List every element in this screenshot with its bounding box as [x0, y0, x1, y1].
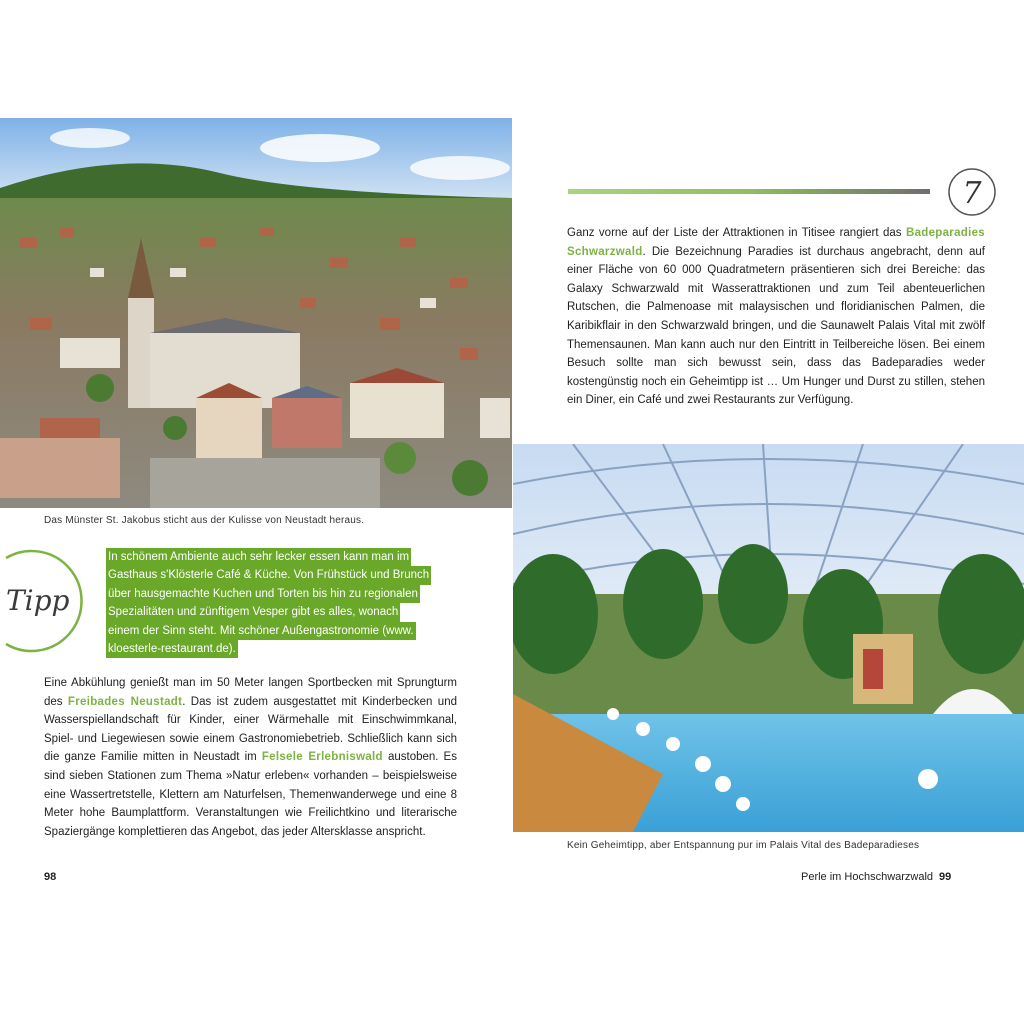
body-text-segment: austoben. Es sind sieben Stationen zum Thema »Natur erleben« vorhanden – beispielsweise eine Wassertretstelle, Klettern am Naturfelsen, Themenwanderwege und eine 8 Meter hohe Baumplattform. Veranstaltungen wie Freilichtkino und literarische Spaziergänge komplettieren das Angebot, das jeder Altersklasse anspricht.	[44, 751, 457, 838]
photo-neustadt-muenster	[0, 118, 512, 508]
body-text-segment: . Das ist zudem ausgestattet mit Kinderbecken und Wasserspiellandschaft für Kinder, einer Wärmehalle mit Einschwimmkanal, Spiel- und Liegewiesen sowie einem Gastronomiebetrieb. Schließlich kann sich die ganze Familie mitten in Neustadt im	[44, 695, 457, 764]
tipp-line: Gasthaus s'Klösterle Café & Küche. Von Frühstück und Brunch	[106, 566, 431, 584]
body-text-segment: Ganz vorne auf der Liste der Attraktionen in Titisee rangiert das	[567, 227, 906, 239]
page-number-left: 98	[44, 871, 57, 883]
body-text-left	[44, 674, 457, 841]
tipp-text-box	[106, 548, 458, 658]
link-felsele-erlebniswald: Felsele Erlebniswald	[261, 751, 383, 764]
tipp-label: Tipp	[6, 584, 70, 617]
running-title: Perle im Hochschwarzwald	[801, 871, 934, 883]
chapter-number: 7	[962, 176, 982, 211]
link-freibad-neustadt: Freibades Neustadt	[67, 695, 183, 708]
tipp-line: Spezialitäten und zünftigem Vesper gibt es alles, wonach	[106, 603, 400, 621]
body-text-right	[567, 224, 985, 410]
tipp-line: kloesterle-restaurant.de).	[106, 640, 238, 658]
page-number-right: 99	[939, 871, 952, 883]
footer-right	[801, 871, 951, 883]
photo-palais-vital	[513, 444, 1024, 832]
body-text-segment: Eine Abkühlung genießt man im 50 Meter langen Sportbecken mit Sprungturm des	[44, 677, 457, 708]
tipp-line: In schönem Ambiente auch sehr lecker essen kann man im	[106, 548, 411, 566]
chapter-number-badge	[946, 166, 998, 218]
photo-caption-left: Das Münster St. Jakobus sticht aus der Kulisse von Neustadt heraus.	[44, 515, 365, 526]
body-text-segment: . Die Bezeichnung Paradies ist durchaus angebracht, denn auf einer Fläche von 60 000 Quadratmetern präsentieren sich drei Bereiche: das Galaxy Schwarzwald mit Wasserattraktionen und zum Teil abenteuerlichen Rutschen, die Palmenoase mit malaysischen und floridianischen Palmen, die Karibikflair in den Schwarzwald bringen, und die Saunawelt Palais Vital mit zwölf Themensaunen. Man kann auch nur den Eintritt in Teilbereiche lösen. Bei einem Besuch sollte man sich bewusst sein, dass das Badeparadies weder kostengünstig noch ein Geheimtipp ist … Um Hunger und Durst zu stillen, stehen ein Diner, ein Café und zwei Restaurants zur Verfügung.	[567, 245, 985, 407]
tipp-badge	[0, 546, 100, 656]
tipp-line: einem der Sinn steht. Mit schöner Außengastronomie (www.	[106, 622, 416, 640]
tipp-line: über hausgemachte Kuchen und Torten bis hin zu regionalen	[106, 585, 420, 603]
photo-caption-right: Kein Geheimtipp, aber Entspannung pur im Palais Vital des Badeparadieses	[567, 840, 920, 851]
link-badeparadies-schwarzwald: Badeparadies Schwarzwald	[567, 227, 985, 258]
chapter-rule	[568, 189, 930, 194]
